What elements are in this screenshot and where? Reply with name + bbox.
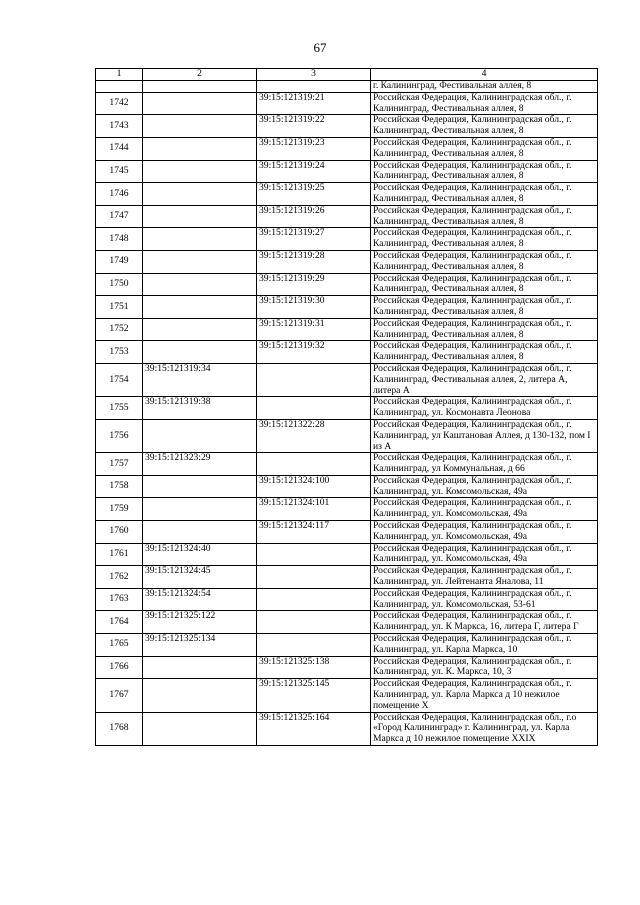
cadastral-number-building: 39:15:121325:138 (257, 656, 371, 679)
cadastral-number-land (143, 419, 257, 452)
address: Российская Федерация, Калининградская обл., г. Калининград, Фестивальная аллея, 8 (371, 115, 598, 138)
cadastral-number-land (143, 183, 257, 206)
cadastral-number-building: 39:15:121319:21 (257, 92, 371, 115)
page-number: 67 (313, 40, 327, 55)
table-row (96, 588, 598, 611)
address: г. Калининград, Фестивальная аллея, 8 (371, 81, 598, 93)
address: Российская Федерация, Калининградская обл., г. Калининград, Фестивальная аллея, 8 (371, 296, 598, 319)
cadastral-number-building: 39:15:121319:30 (257, 296, 371, 319)
table-row (96, 160, 598, 183)
cadastral-number-building (257, 566, 371, 589)
address: Российская Федерация, Калининградская обл., г. Калининград, Фестивальная аллея, 8 (371, 273, 598, 296)
row-number: 1750 (96, 273, 143, 296)
row-number: 1744 (96, 137, 143, 160)
table-row (96, 273, 598, 296)
cadastral-number-land (143, 160, 257, 183)
cadastral-number-land: 39:15:121325:122 (143, 611, 257, 634)
address: Российская Федерация, Калининградская обл., г. Калининград, ул. Комсомольская, 49а (371, 498, 598, 521)
table-row (96, 634, 598, 657)
cadastral-number-building: 39:15:121324:101 (257, 498, 371, 521)
header-col-2: 2 (143, 69, 257, 81)
row-number: 1756 (96, 419, 143, 452)
table-row (96, 341, 598, 364)
cadastral-number-building (257, 81, 371, 93)
row-number: 1757 (96, 453, 143, 476)
cadastral-number-building: 39:15:121319:29 (257, 273, 371, 296)
cadastral-number-land (143, 341, 257, 364)
address: Российская Федерация, Калининградская обл., г. Калининград, ул. Космонавта Леонова (371, 397, 598, 420)
address: Российская Федерация, Калининградская обл., г. Калининград, Фестивальная аллея, 8 (371, 250, 598, 273)
table-row (96, 228, 598, 251)
header-col-1: 1 (96, 69, 143, 81)
row-number: 1745 (96, 160, 143, 183)
cadastral-number-building: 39:15:121319:23 (257, 137, 371, 160)
row-number: 1754 (96, 363, 143, 396)
table-row (96, 183, 598, 206)
table-row (96, 419, 598, 452)
cadastral-number-land (143, 250, 257, 273)
row-number: 1768 (96, 712, 143, 745)
row-number: 1765 (96, 634, 143, 657)
cadastral-number-land: 39:15:121323:29 (143, 453, 257, 476)
cadastral-number-building: 39:15:121319:28 (257, 250, 371, 273)
row-number: 1759 (96, 498, 143, 521)
cadastral-number-building: 39:15:121324:117 (257, 521, 371, 544)
table-row (96, 397, 598, 420)
address: Российская Федерация, Калининградская обл., г. Калининград, Фестивальная аллея, 8 (371, 205, 598, 228)
row-number: 1758 (96, 475, 143, 498)
cadastral-number-building: 39:15:121319:26 (257, 205, 371, 228)
row-number: 1762 (96, 566, 143, 589)
address: Российская Федерация, Калининградская обл., г. Калининград, ул. К. Маркса, 10, 3 (371, 656, 598, 679)
cadastral-number-building: 39:15:121324:100 (257, 475, 371, 498)
table-row (96, 137, 598, 160)
cadastral-number-building: 39:15:121319:27 (257, 228, 371, 251)
cadastral-number-building: 39:15:121319:32 (257, 341, 371, 364)
table-row (96, 81, 598, 93)
row-number: 1763 (96, 588, 143, 611)
cadastral-number-building: 39:15:121319:24 (257, 160, 371, 183)
cadastral-number-building: 39:15:121322:28 (257, 419, 371, 452)
row-number: 1747 (96, 205, 143, 228)
table-row (96, 543, 598, 566)
address: Российская Федерация, Калининградская обл., г. Калининград, ул. Комсомольская, 49а (371, 475, 598, 498)
address: Российская Федерация, Калининградская обл., г.о «Город Калининград» г. Калининград, ул. Карла Маркса д 10 нежилое помещение XXIX (371, 712, 598, 745)
table-row (96, 566, 598, 589)
cadastral-number-building (257, 611, 371, 634)
table-row (96, 453, 598, 476)
address: Российская Федерация, Калининградская обл., г. Калининград, Фестивальная аллея, 8 (371, 228, 598, 251)
table-row (96, 363, 598, 396)
table-row (96, 656, 598, 679)
address: Российская Федерация, Калининградская обл., г. Калининград, ул. Карла Маркса д 10 нежилое помещение X (371, 679, 598, 712)
cadastral-number-building: 39:15:121319:31 (257, 318, 371, 341)
address: Российская Федерация, Калининградская обл., г. Калининград, Фестивальная аллея, 8 (371, 92, 598, 115)
address: Российская Федерация, Калининградская обл., г. Калининград, ул. Комсомольская, 53-61 (371, 588, 598, 611)
cadastral-number-land (143, 475, 257, 498)
cadastral-number-land: 39:15:121319:34 (143, 363, 257, 396)
cadastral-number-land (143, 679, 257, 712)
cadastral-number-land (143, 318, 257, 341)
cadastral-number-building: 39:15:121319:25 (257, 183, 371, 206)
cadastral-number-land: 39:15:121324:54 (143, 588, 257, 611)
row-number: 1743 (96, 115, 143, 138)
row-number: 1742 (96, 92, 143, 115)
address: Российская Федерация, Калининградская обл., г. Калининград, ул Коммунальная, д 66 (371, 453, 598, 476)
row-number (96, 81, 143, 93)
address: Российская Федерация, Калининградская обл., г. Калининград, ул. Комсомольская, 49а (371, 543, 598, 566)
row-number: 1752 (96, 318, 143, 341)
address: Российская Федерация, Калининградская обл., г. Калининград, ул. Лейтенанта Яналова, 11 (371, 566, 598, 589)
cadastral-number-land (143, 498, 257, 521)
table-row (96, 475, 598, 498)
header-col-4: 4 (371, 69, 598, 81)
table-row (96, 205, 598, 228)
cadastral-number-building: 39:15:121325:164 (257, 712, 371, 745)
address: Российская Федерация, Калининградская обл., г. Калининград, ул. Карла Маркса, 10 (371, 634, 598, 657)
header-row (96, 69, 598, 81)
address: Российская Федерация, Калининградская обл., г. Калининград, Фестивальная аллея, 8 (371, 137, 598, 160)
address: Российская Федерация, Калининградская обл., г. Калининград, Фестивальная аллея, 8 (371, 183, 598, 206)
table-row (96, 712, 598, 745)
row-number: 1767 (96, 679, 143, 712)
cadastral-number-land (143, 205, 257, 228)
cadastral-number-building: 39:15:121325:145 (257, 679, 371, 712)
cadastral-number-land (143, 656, 257, 679)
row-number: 1766 (96, 656, 143, 679)
cadastral-number-land (143, 521, 257, 544)
cadastral-number-building (257, 634, 371, 657)
row-number: 1753 (96, 341, 143, 364)
table-row (96, 679, 598, 712)
row-number: 1761 (96, 543, 143, 566)
table-row (96, 521, 598, 544)
row-number: 1746 (96, 183, 143, 206)
row-number: 1748 (96, 228, 143, 251)
cadastral-number-land (143, 296, 257, 319)
address: Российская Федерация, Калининградская обл., г. Калининград, Фестивальная аллея, 8 (371, 160, 598, 183)
table-row (96, 611, 598, 634)
cadastral-number-building (257, 453, 371, 476)
cadastral-number-land (143, 81, 257, 93)
cadastral-number-building: 39:15:121319:22 (257, 115, 371, 138)
row-number: 1760 (96, 521, 143, 544)
cadastral-number-land: 39:15:121324:45 (143, 566, 257, 589)
cadastral-number-building (257, 543, 371, 566)
address: Российская Федерация, Калининградская обл., г. Калининград, Фестивальная аллея, 8 (371, 318, 598, 341)
table-body (96, 81, 598, 746)
cadastral-number-land (143, 137, 257, 160)
cadastral-number-building (257, 363, 371, 396)
table-row (96, 115, 598, 138)
row-number: 1755 (96, 397, 143, 420)
row-number: 1751 (96, 296, 143, 319)
table-row (96, 318, 598, 341)
address: Российская Федерация, Калининградская обл., г. Калининград, ул. Комсомольская, 49а (371, 521, 598, 544)
cadastral-number-land: 39:15:121325:134 (143, 634, 257, 657)
cadastral-number-land (143, 92, 257, 115)
cadastral-number-land (143, 712, 257, 745)
address: Российская Федерация, Калининградская обл., г. Калининград, ул Каштановая Аллея, д 130-132, пом I из А (371, 419, 598, 452)
cadastral-number-land (143, 115, 257, 138)
cadastral-number-land (143, 228, 257, 251)
cadastral-number-land: 39:15:121319:38 (143, 397, 257, 420)
cadastral-number-land: 39:15:121324:40 (143, 543, 257, 566)
address: Российская Федерация, Калининградская обл., г. Калининград, Фестивальная аллея, 8 (371, 341, 598, 364)
row-number: 1749 (96, 250, 143, 273)
cadastral-number-building (257, 588, 371, 611)
cadastral-number-land (143, 273, 257, 296)
cadastral-number-building (257, 397, 371, 420)
table-row (96, 498, 598, 521)
row-number: 1764 (96, 611, 143, 634)
registry-table (95, 68, 598, 746)
table-row (96, 296, 598, 319)
table-row (96, 250, 598, 273)
address: Российская Федерация, Калининградская обл., г. Калининград, ул. К Маркса, 16, литера Г, литера Г (371, 611, 598, 634)
header-col-3: 3 (257, 69, 371, 81)
table-row (96, 92, 598, 115)
address: Российская Федерация, Калининградская обл., г. Калининград, Фестивальная аллея, 2, литера А, литера А (371, 363, 598, 396)
table-header (96, 69, 598, 81)
